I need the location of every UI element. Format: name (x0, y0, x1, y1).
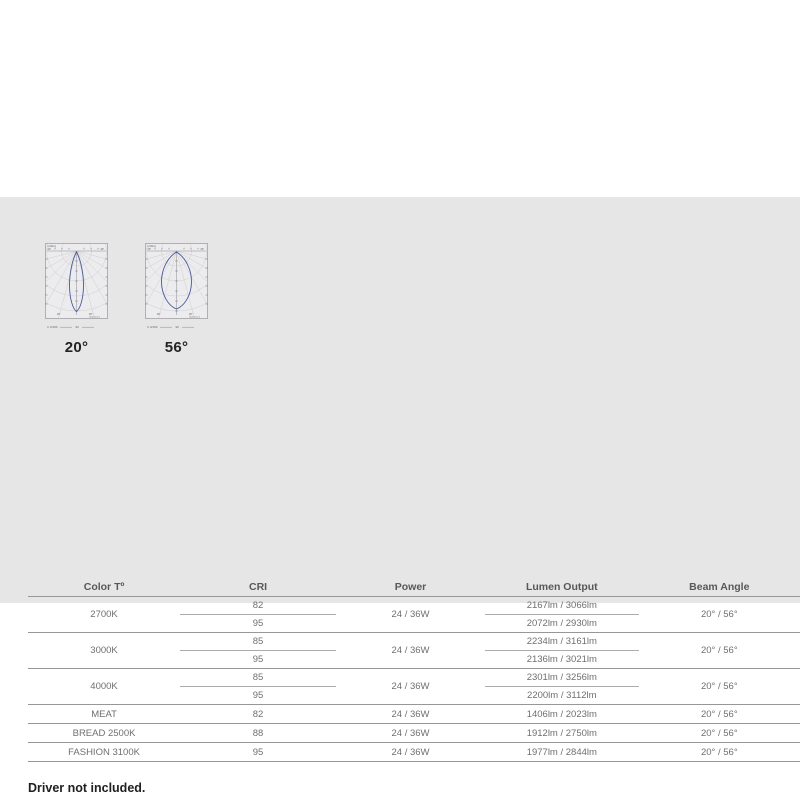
legend-item-c90: 90 (175, 325, 179, 330)
col-header-beam-angle: Beam Angle (689, 580, 750, 593)
spec-panel (0, 197, 800, 795)
corner-label-right: 90° (100, 248, 105, 252)
cell-color-temp (28, 597, 180, 632)
lumen-value: 2200lm / 3112lm (527, 690, 597, 701)
cell-power (336, 743, 485, 761)
lumen-value: 2301lm / 3256lm (526, 672, 597, 683)
cell-lumen-output (485, 669, 639, 704)
cri-value: 95 (252, 654, 264, 665)
cri-value: 85 (252, 672, 264, 683)
lumen-value: 2167lm / 3066lm (526, 600, 597, 611)
lumen-value: 2136lm / 3021lm (526, 654, 597, 665)
table-row (28, 669, 800, 705)
cell-lumen-output (485, 597, 639, 632)
lumen-value: 1977lm / 2844lm (526, 746, 597, 758)
cell-color-temp (28, 705, 180, 723)
cell-power (336, 633, 485, 668)
cell-power (336, 669, 485, 704)
cell-cri (180, 743, 336, 761)
color-temp-value: MEAT (91, 708, 117, 720)
cell-color-temp (28, 724, 180, 742)
beam-angle-value: 20° / 56° (700, 708, 738, 720)
cell-cri (180, 597, 336, 632)
color-temp-value: 3000K (90, 645, 118, 656)
corner-label-left: 90° (147, 248, 152, 252)
cri-value: 82 (252, 708, 264, 720)
cell-power (336, 705, 485, 723)
cell-color-temp (28, 669, 180, 704)
spec-table (28, 577, 800, 762)
beam-angle-value: 20° / 56° (700, 609, 738, 620)
diagram-legend (47, 325, 94, 329)
axis-title: (cd/klm) (147, 245, 156, 248)
cell-cri (180, 669, 336, 704)
color-temp-value: FASHION 3100K (68, 746, 140, 758)
col-header-cri: CRI (249, 580, 268, 593)
diagrams (0, 243, 800, 373)
col-header-color-t: Color Tº (83, 580, 125, 593)
col-header-power: Power (394, 580, 427, 593)
color-temp-value: 4000K (90, 681, 118, 692)
cell-beam-angle (639, 597, 800, 632)
power-value: 24 / 36W (391, 746, 430, 758)
cri-value: 82 (252, 600, 264, 611)
spec-table-body (28, 597, 800, 762)
table-row (28, 633, 800, 669)
table-row (28, 724, 800, 743)
cell-beam-angle (639, 669, 800, 704)
cell-beam-angle (639, 743, 800, 761)
beam-angle-value: 20° / 56° (700, 746, 738, 758)
diagram-legend (147, 325, 194, 329)
lumen-value: 2234lm / 3161lm (526, 636, 597, 647)
cri-value: 95 (252, 618, 264, 629)
polar-curve-chart (145, 243, 208, 333)
cell-power (336, 724, 485, 742)
cell-lumen-output (485, 633, 639, 668)
bottom-label-right: 90° (189, 312, 193, 316)
cell-lumen-output (485, 743, 639, 761)
color-temp-value: 2700K (90, 609, 118, 620)
cell-cri (180, 724, 336, 742)
cell-lumen-output (485, 724, 639, 742)
corner-label-right: 90° (200, 248, 205, 252)
beam-angle-value: 20° / 56° (700, 727, 738, 739)
corner-label-left: 90° (47, 248, 52, 252)
cell-cri (180, 633, 336, 668)
bottom-label-right: 90° (89, 312, 93, 316)
bottom-label-left: 90° (157, 312, 161, 316)
lumen-value: 1912lm / 2750lm (526, 727, 597, 739)
table-row (28, 705, 800, 724)
legend-item-c0-180: C 0/180 (147, 325, 158, 330)
legend-item-c90: 90 (75, 325, 79, 330)
beam-angle-value: 20° / 56° (700, 681, 738, 692)
polar-curve-chart (45, 243, 108, 333)
photometric-diagram (145, 243, 208, 356)
power-value: 24 / 36W (391, 681, 430, 692)
cri-value: 85 (252, 636, 264, 647)
cell-color-temp (28, 743, 180, 761)
beam-angle-value: 20° / 56° (700, 645, 738, 656)
photometric-diagram (45, 243, 108, 356)
cell-cri (180, 705, 336, 723)
beam-angle-label: 20° (64, 339, 89, 356)
table-row (28, 743, 800, 762)
x-axis-label: Gamma [°] (189, 316, 200, 319)
cri-value: 95 (252, 746, 264, 758)
col-header-lumen-output: Lumen Output (525, 580, 598, 593)
legend-item-c0-180: C 0/180 (47, 325, 58, 330)
power-value: 24 / 36W (391, 645, 430, 656)
cri-value: 95 (252, 690, 264, 701)
cell-beam-angle (639, 633, 800, 668)
cell-lumen-output (485, 705, 639, 723)
power-value: 24 / 36W (391, 727, 430, 739)
table-header-row (28, 577, 800, 597)
cell-beam-angle (639, 705, 800, 723)
power-value: 24 / 36W (391, 708, 430, 720)
x-axis-label: Gamma [°] (89, 316, 100, 319)
cell-power (336, 597, 485, 632)
beam-angle-label: 56° (164, 339, 189, 356)
table-row (28, 597, 800, 633)
driver-note: Driver not included. (28, 781, 146, 795)
axis-title: (cd/klm) (47, 245, 56, 248)
cell-color-temp (28, 633, 180, 668)
lumen-value: 1406lm / 2023lm (526, 708, 597, 720)
bottom-label-left: 90° (57, 312, 61, 316)
lumen-value: 2072lm / 2930lm (526, 618, 597, 629)
power-value: 24 / 36W (391, 609, 430, 620)
cri-value: 88 (252, 727, 264, 739)
color-temp-value: BREAD 2500K (72, 727, 136, 739)
cell-beam-angle (639, 724, 800, 742)
